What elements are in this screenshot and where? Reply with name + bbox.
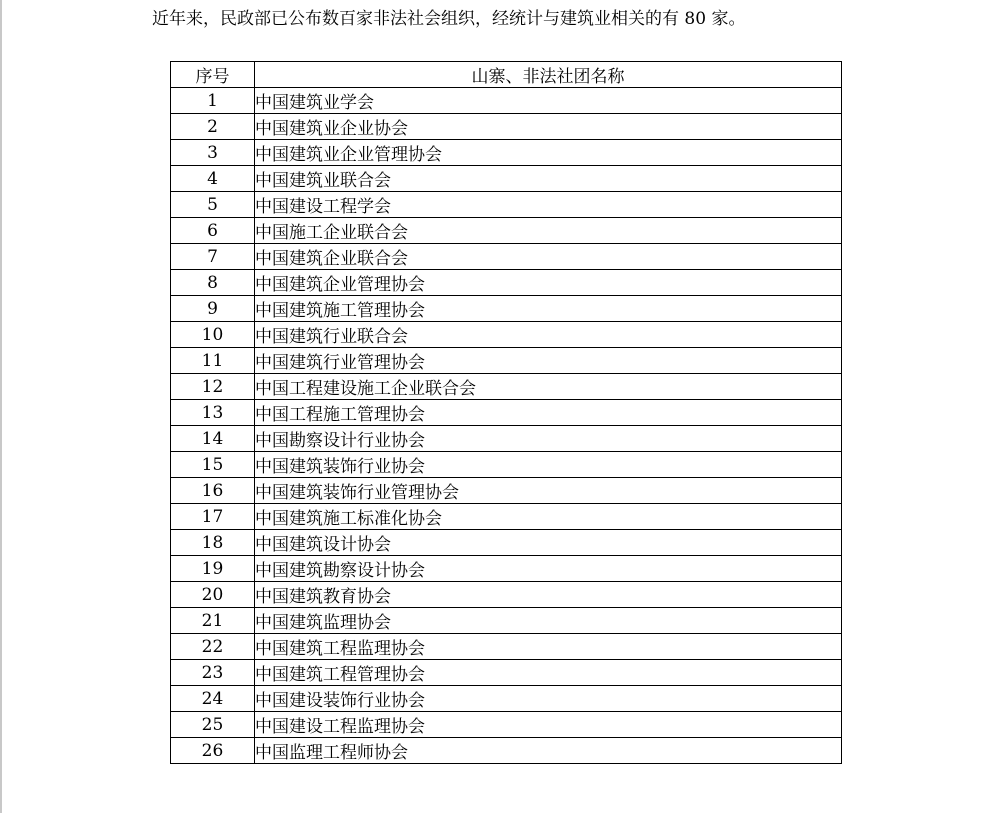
organization-name: 中国建筑工程管理协会	[255, 660, 842, 686]
organization-name: 中国工程施工管理协会	[255, 400, 842, 426]
row-number: 20	[171, 582, 255, 608]
table-row	[171, 166, 842, 192]
table-row	[171, 296, 842, 322]
organization-name: 中国施工企业联合会	[255, 218, 842, 244]
organization-name: 中国建筑业企业管理协会	[255, 140, 842, 166]
row-number: 4	[171, 166, 255, 192]
table-row	[171, 686, 842, 712]
organization-name: 中国建筑设计协会	[255, 530, 842, 556]
organization-name: 中国建筑装饰行业协会	[255, 452, 842, 478]
row-number: 12	[171, 374, 255, 400]
table-row	[171, 218, 842, 244]
table-row	[171, 88, 842, 114]
table-header-row	[171, 62, 842, 88]
table-body	[171, 88, 842, 764]
table-row	[171, 400, 842, 426]
row-number: 23	[171, 660, 255, 686]
table-row	[171, 322, 842, 348]
organization-name: 中国建设装饰行业协会	[255, 686, 842, 712]
organization-name: 中国建筑勘察设计协会	[255, 556, 842, 582]
table-row	[171, 712, 842, 738]
organization-name: 中国建筑施工管理协会	[255, 296, 842, 322]
table-row	[171, 426, 842, 452]
page-left-edge	[0, 0, 2, 813]
row-number: 26	[171, 738, 255, 764]
organization-name: 中国建筑施工标准化协会	[255, 504, 842, 530]
table-row	[171, 478, 842, 504]
row-number: 25	[171, 712, 255, 738]
row-number: 21	[171, 608, 255, 634]
row-number: 11	[171, 348, 255, 374]
row-number: 24	[171, 686, 255, 712]
organization-name: 中国工程建设施工企业联合会	[255, 374, 842, 400]
row-number: 6	[171, 218, 255, 244]
header-number: 序号	[171, 62, 255, 88]
row-number: 13	[171, 400, 255, 426]
row-number: 5	[171, 192, 255, 218]
organization-name: 中国建筑业企业协会	[255, 114, 842, 140]
table-row	[171, 608, 842, 634]
organization-name: 中国建筑装饰行业管理协会	[255, 478, 842, 504]
table-row	[171, 374, 842, 400]
organization-name: 中国建筑企业管理协会	[255, 270, 842, 296]
row-number: 9	[171, 296, 255, 322]
organization-name: 中国建筑监理协会	[255, 608, 842, 634]
row-number: 22	[171, 634, 255, 660]
organization-name: 中国建筑业联合会	[255, 166, 842, 192]
table-row	[171, 192, 842, 218]
table-row	[171, 140, 842, 166]
organization-name: 中国勘察设计行业协会	[255, 426, 842, 452]
row-number: 3	[171, 140, 255, 166]
row-number: 14	[171, 426, 255, 452]
table-row	[171, 244, 842, 270]
organization-name: 中国建筑行业联合会	[255, 322, 842, 348]
row-number: 7	[171, 244, 255, 270]
table-row	[171, 660, 842, 686]
row-number: 1	[171, 88, 255, 114]
organization-name: 中国建筑企业联合会	[255, 244, 842, 270]
table-row	[171, 504, 842, 530]
table-row	[171, 452, 842, 478]
intro-paragraph: 近年来，民政部已公布数百家非法社会组织，经统计与建筑业相关的有 80 家。	[152, 9, 746, 29]
header-name: 山寨、非法社团名称	[255, 62, 842, 88]
table-row	[171, 348, 842, 374]
row-number: 17	[171, 504, 255, 530]
table-row	[171, 582, 842, 608]
row-number: 18	[171, 530, 255, 556]
row-number: 10	[171, 322, 255, 348]
row-number: 15	[171, 452, 255, 478]
row-number: 16	[171, 478, 255, 504]
table-row	[171, 114, 842, 140]
organization-name: 中国建筑业学会	[255, 88, 842, 114]
row-number: 2	[171, 114, 255, 140]
organization-name: 中国建设工程学会	[255, 192, 842, 218]
organization-name: 中国建筑教育协会	[255, 582, 842, 608]
table-row	[171, 556, 842, 582]
row-number: 8	[171, 270, 255, 296]
illegal-organizations-table	[170, 61, 842, 764]
organization-name: 中国建筑工程监理协会	[255, 634, 842, 660]
organization-name: 中国监理工程师协会	[255, 738, 842, 764]
table-row	[171, 634, 842, 660]
organization-name: 中国建设工程监理协会	[255, 712, 842, 738]
table-row	[171, 270, 842, 296]
table-row	[171, 530, 842, 556]
table-row	[171, 738, 842, 764]
organization-name: 中国建筑行业管理协会	[255, 348, 842, 374]
row-number: 19	[171, 556, 255, 582]
